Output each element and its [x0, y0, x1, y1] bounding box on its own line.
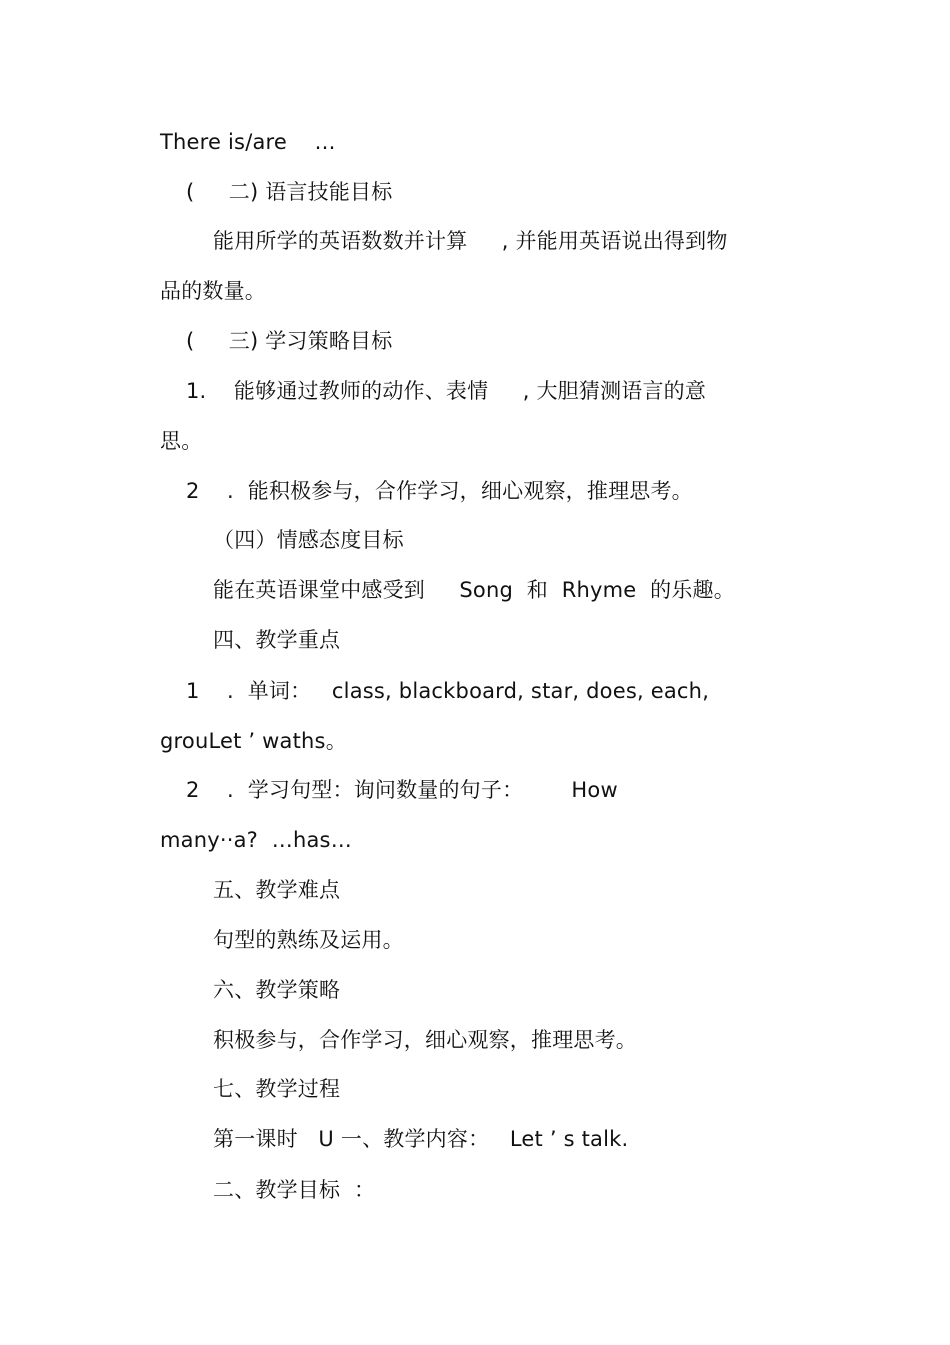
text-line-7: 思。	[160, 429, 203, 453]
text-line-13: grouLet ’ waths。	[160, 729, 347, 753]
list-item-strategy-2: 2 . 能积极参与，合作学习，细心观察，推理思考。	[186, 479, 693, 503]
list-item-strategy-1: 1. 能够通过教师的动作、表情 , 大胆猜测语言的意	[186, 379, 707, 403]
list-item-key-point-1: 1 . 单词： class, blackboard, star, does, each,	[186, 679, 710, 703]
text-line-3: 能用所学的英语数数并计算 , 并能用英语说出得到物	[213, 229, 728, 253]
section-heading-process: 七、教学过程	[213, 1077, 341, 1101]
section-heading-language-skills: ( 二) 语言技能目标	[186, 180, 393, 204]
section-heading-teaching-goals: 二、教学目标 ：	[213, 1178, 376, 1202]
text-line-17: 句型的熟练及运用。	[213, 928, 404, 952]
section-heading-strategy: 六、教学策略	[213, 978, 341, 1002]
list-item-key-point-2: 2 . 学习句型：询问数量的句子： How	[186, 778, 618, 802]
text-line-15: many··a? …has…	[160, 828, 352, 852]
section-heading-emotional-goals: （四）情感态度目标	[213, 528, 404, 552]
text-line-4: 品的数量。	[160, 279, 266, 303]
section-heading-learning-strategy: ( 三) 学习策略目标	[186, 329, 393, 353]
section-heading-key-points: 四、教学重点	[213, 628, 341, 652]
text-line-10: 能在英语课堂中感受到 Song 和 Rhyme 的乐趣。	[213, 578, 735, 602]
section-heading-difficulties: 五、教学难点	[213, 878, 341, 902]
text-line-1: There is/are …	[160, 130, 336, 154]
text-line-19: 积极参与，合作学习，细心观察，推理思考。	[213, 1028, 637, 1052]
text-line-21: 第一课时 U 一、教学内容： Let ’ s talk.	[213, 1127, 629, 1151]
